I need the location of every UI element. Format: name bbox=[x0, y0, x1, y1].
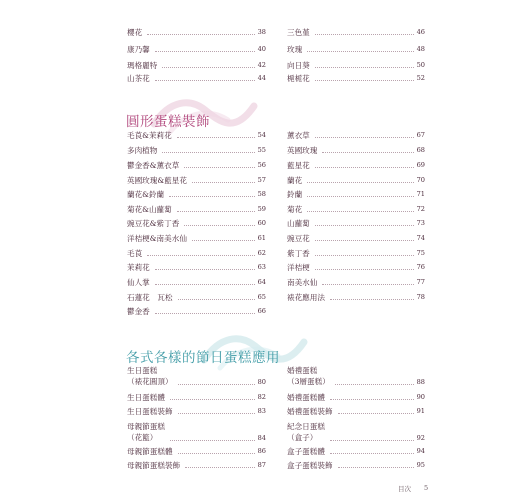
entry-page: 91 bbox=[416, 407, 425, 415]
entry-title-line2: （盒子） bbox=[287, 433, 318, 442]
entry-page: 61 bbox=[257, 234, 266, 242]
entry-title: 英國玫瑰 bbox=[287, 146, 318, 155]
toc-entry[interactable] bbox=[287, 278, 425, 287]
entry-title: 生日蛋糕體 bbox=[127, 393, 165, 402]
entry-page: 40 bbox=[257, 45, 266, 53]
entry-page: 55 bbox=[257, 146, 266, 154]
entry-title bbox=[287, 365, 332, 387]
section-title: 各式各樣的節日蛋糕應用 bbox=[126, 350, 280, 366]
entry-title: 菊花 bbox=[287, 205, 303, 214]
entry-title: 盒子蛋糕體 bbox=[287, 447, 325, 456]
toc-entry[interactable] bbox=[127, 421, 266, 443]
entry-title: 鬱金香&薰衣草 bbox=[127, 161, 180, 170]
entry-title: 茉莉花 bbox=[127, 263, 150, 272]
entry-page: 86 bbox=[257, 447, 266, 455]
entry-page: 67 bbox=[416, 131, 425, 139]
entry-title-line1: 生日蛋糕 bbox=[127, 366, 158, 375]
toc-entry[interactable] bbox=[127, 219, 266, 228]
entry-page: 78 bbox=[416, 293, 425, 301]
entry-title-line1: 紀念日蛋糕 bbox=[287, 422, 325, 431]
entry-title: 山茶花 bbox=[127, 74, 150, 83]
entry-page: 76 bbox=[416, 263, 425, 271]
entry-title: 盒子蛋糕裝飾 bbox=[287, 461, 333, 470]
section-title: 圓形蛋糕裝飾 bbox=[126, 114, 210, 130]
entry-page: 63 bbox=[257, 263, 266, 271]
entry-title: 婚禮蛋糕裝飾 bbox=[287, 407, 333, 416]
toc-entry[interactable] bbox=[127, 131, 266, 140]
entry-title: 蘭花&鈴蘭 bbox=[127, 190, 165, 199]
entry-title-line2: （裱花圓頂） bbox=[127, 377, 173, 386]
toc-entry[interactable] bbox=[127, 447, 266, 456]
toc-entry[interactable] bbox=[287, 407, 425, 416]
toc-entry[interactable] bbox=[287, 249, 425, 258]
entry-title-line1: 婚禮蛋糕 bbox=[287, 366, 318, 375]
toc-entry[interactable] bbox=[287, 461, 425, 470]
toc-entry[interactable] bbox=[127, 407, 266, 416]
entry-page: 71 bbox=[416, 190, 425, 198]
toc-entry[interactable] bbox=[287, 74, 425, 83]
entry-title: 三色堇 bbox=[287, 28, 310, 37]
entry-title: 洋桔梗&南美水仙 bbox=[127, 234, 187, 243]
entry-title: 向日葵 bbox=[287, 61, 310, 70]
entry-page: 66 bbox=[257, 307, 266, 315]
toc-entry[interactable] bbox=[127, 249, 266, 258]
toc-entry[interactable] bbox=[287, 146, 425, 155]
entry-title: 裱花應用法 bbox=[287, 293, 325, 302]
toc-entry[interactable] bbox=[287, 176, 425, 185]
entry-title: 毛莨 bbox=[127, 249, 143, 258]
entry-page: 59 bbox=[257, 205, 266, 213]
entry-title: 康乃馨 bbox=[127, 45, 150, 54]
entry-page: 90 bbox=[416, 393, 425, 401]
entry-page: 77 bbox=[416, 278, 425, 286]
entry-page: 70 bbox=[416, 176, 425, 184]
entry-title: 瑪格麗特 bbox=[127, 61, 158, 70]
toc-entry[interactable] bbox=[287, 293, 425, 302]
entry-page: 57 bbox=[257, 176, 266, 184]
entry-title: 薰衣草 bbox=[287, 131, 310, 140]
toc-entry[interactable] bbox=[127, 293, 266, 302]
entry-title: 鬱金香 bbox=[127, 307, 150, 316]
toc-entry[interactable] bbox=[287, 45, 425, 54]
entry-title: 南美水仙 bbox=[287, 278, 318, 287]
toc-entry[interactable] bbox=[287, 190, 425, 199]
toc-entry[interactable] bbox=[127, 307, 266, 316]
entry-page: 80 bbox=[257, 378, 266, 386]
entry-title: 豌豆花&紫丁香 bbox=[127, 219, 180, 228]
toc-entry[interactable] bbox=[287, 219, 425, 228]
entry-title bbox=[127, 365, 175, 387]
entry-page: 74 bbox=[416, 234, 425, 242]
entry-title: 蘭花 bbox=[287, 176, 303, 185]
toc-entry[interactable] bbox=[287, 263, 425, 272]
entry-page: 50 bbox=[416, 61, 425, 69]
entry-title: 婚禮蛋糕體 bbox=[287, 393, 325, 402]
toc-entry[interactable] bbox=[127, 205, 266, 214]
entry-title-line2: （花籃） bbox=[127, 433, 158, 442]
entry-title: 櫻花 bbox=[127, 28, 143, 37]
entry-page: 94 bbox=[416, 447, 425, 455]
toc-entry[interactable] bbox=[287, 447, 425, 456]
footer-label: 目次 bbox=[398, 485, 411, 493]
entry-title: 母親節蛋糕體 bbox=[127, 447, 173, 456]
toc-entry[interactable] bbox=[127, 190, 266, 199]
toc-entry[interactable] bbox=[127, 365, 266, 387]
toc-entry[interactable] bbox=[127, 45, 266, 54]
entry-title: 豌豆花 bbox=[287, 234, 310, 243]
entry-page: 52 bbox=[416, 74, 425, 82]
entry-title: 梔栀花 bbox=[287, 74, 310, 83]
entry-title: 英國玫瑰&藍星花 bbox=[127, 176, 187, 185]
toc-entry[interactable] bbox=[127, 74, 266, 83]
entry-page: 83 bbox=[257, 407, 266, 415]
toc-entry[interactable] bbox=[287, 365, 425, 387]
entry-page: 46 bbox=[416, 28, 425, 36]
entry-title bbox=[127, 421, 167, 443]
toc-entry[interactable] bbox=[127, 263, 266, 272]
entry-page: 87 bbox=[257, 461, 266, 469]
entry-page: 58 bbox=[257, 190, 266, 198]
entry-title: 多肉植物 bbox=[127, 146, 158, 155]
entry-title: 仙人掌 bbox=[127, 278, 150, 287]
entry-page: 42 bbox=[257, 61, 266, 69]
entry-page: 62 bbox=[257, 249, 266, 257]
toc-entry[interactable] bbox=[287, 205, 425, 214]
entry-title: 毛莨&茉莉花 bbox=[127, 131, 172, 140]
entry-page: 73 bbox=[416, 219, 425, 227]
entry-title: 母親節蛋糕裝飾 bbox=[127, 461, 181, 470]
entry-title: 生日蛋糕裝飾 bbox=[127, 407, 173, 416]
toc-entry[interactable] bbox=[127, 176, 266, 185]
toc-entry[interactable] bbox=[127, 393, 266, 402]
entry-page: 44 bbox=[257, 74, 266, 82]
toc-entry[interactable] bbox=[287, 131, 425, 140]
entry-page: 95 bbox=[416, 461, 425, 469]
toc-entry[interactable] bbox=[127, 61, 266, 70]
toc-entry[interactable] bbox=[287, 421, 425, 443]
entry-title: 鈴蘭 bbox=[287, 190, 303, 199]
toc-entry[interactable] bbox=[287, 161, 425, 170]
toc-entry[interactable] bbox=[127, 146, 266, 155]
toc-entry[interactable] bbox=[287, 234, 425, 243]
entry-page: 54 bbox=[257, 131, 266, 139]
entry-page: 48 bbox=[416, 45, 425, 53]
entry-title: 山蘿蔔 bbox=[287, 219, 310, 228]
entry-page: 82 bbox=[257, 393, 266, 401]
toc-entry[interactable] bbox=[127, 234, 266, 243]
entry-title: 藍星花 bbox=[287, 161, 310, 170]
entry-page: 68 bbox=[416, 146, 425, 154]
toc-entry[interactable] bbox=[287, 28, 425, 37]
entry-page: 92 bbox=[416, 434, 425, 442]
entry-title-line1: 母親節蛋糕 bbox=[127, 422, 165, 431]
entry-title bbox=[287, 421, 327, 443]
entry-page: 84 bbox=[257, 434, 266, 442]
toc-entry[interactable] bbox=[287, 393, 425, 402]
entry-page: 56 bbox=[257, 161, 266, 169]
entry-page: 65 bbox=[257, 293, 266, 301]
entry-page: 64 bbox=[257, 278, 266, 286]
toc-entry[interactable] bbox=[127, 461, 266, 470]
entry-page: 88 bbox=[416, 378, 425, 386]
page-number: 5 bbox=[424, 484, 429, 492]
entry-title: 玫瑰 bbox=[287, 45, 303, 54]
toc-entry[interactable] bbox=[127, 278, 266, 287]
entry-page: 60 bbox=[257, 219, 266, 227]
entry-title: 菊花&山蘿蔔 bbox=[127, 205, 172, 214]
toc-entry[interactable] bbox=[127, 161, 266, 170]
entry-page: 75 bbox=[416, 249, 425, 257]
toc-entry[interactable] bbox=[127, 28, 266, 37]
entry-page: 72 bbox=[416, 205, 425, 213]
entry-title-line2: （3層蛋糕） bbox=[287, 377, 330, 386]
toc-entry[interactable] bbox=[287, 61, 425, 70]
entry-title: 石蓮花 瓦松 bbox=[127, 293, 173, 302]
entry-title: 紫丁香 bbox=[287, 249, 310, 258]
entry-page: 38 bbox=[257, 28, 266, 36]
entry-page: 69 bbox=[416, 161, 425, 169]
entry-title: 洋桔梗 bbox=[287, 263, 310, 272]
